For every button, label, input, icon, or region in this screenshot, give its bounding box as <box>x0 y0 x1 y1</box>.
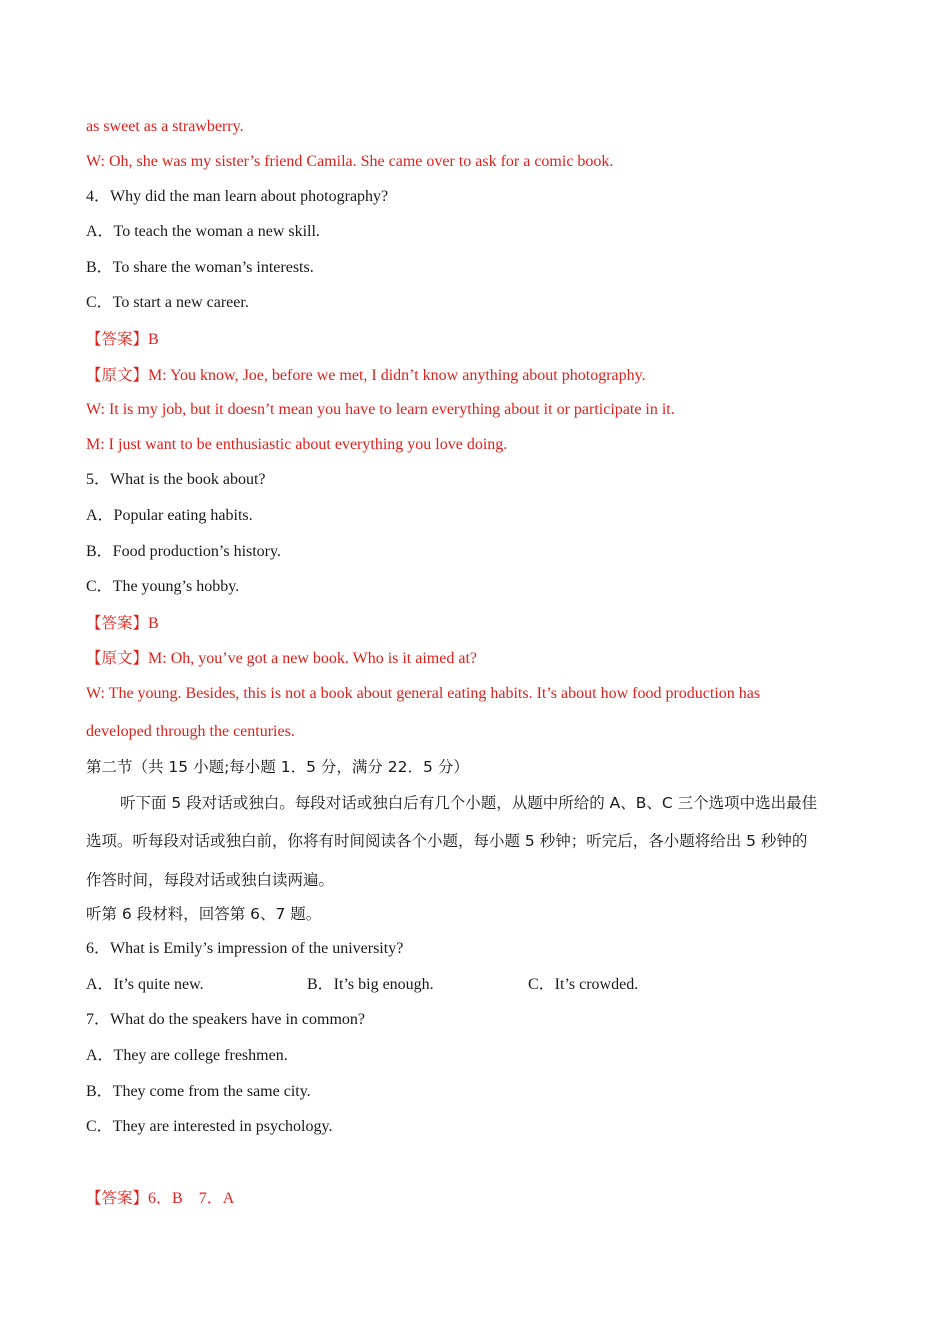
answer-value: 6．B 7．A <box>148 1190 235 1207</box>
q5-answer <box>86 613 159 634</box>
section-heading: 第二节（共 15 小题;每小题 1．5 分，满分 22．5 分） <box>86 758 469 776</box>
transcript-line: developed through the centuries. <box>86 723 295 740</box>
transcript-tag: 【原文】 <box>86 649 149 667</box>
answer-tag: 【答案】 <box>86 1189 149 1207</box>
q6-option-a: A．It’s quite new. <box>86 976 204 993</box>
question-6: 6．What is Emily’s impression of the university? <box>86 940 404 957</box>
q5-transcript <box>86 648 477 669</box>
q6-option-b: B．It’s big enough. <box>307 976 434 993</box>
answer-tag: 【答案】 <box>86 330 149 348</box>
question-4: 4．Why did the man learn about photography? <box>86 188 389 205</box>
answer-value: B <box>148 615 159 632</box>
material-intro: 听第 6 段材料，回答第 6、7 题。 <box>86 905 322 923</box>
q7-option-c: C．They are interested in psychology. <box>86 1118 333 1135</box>
q4-answer <box>86 329 159 350</box>
transcript-line: W: The young. Besides, this is not a book about general eating habits. It’s about how food production has <box>86 685 761 702</box>
q4-option-a: A．To teach the woman a new skill. <box>86 223 320 240</box>
instruction-line: 听下面 5 段对话或独白。每段对话或独白后有几个小题，从题中所给的 A、B、C 三个选项中选出最佳 <box>120 794 818 812</box>
transcript-line: M: I just want to be enthusiastic about everything you love doing. <box>86 436 508 453</box>
transcript-text: M: You know, Joe, before we met, I didn’t know anything about photography. <box>148 367 646 384</box>
answer-value: B <box>148 331 159 348</box>
instruction-line: 作答时间，每段对话或独白读两遍。 <box>86 871 335 889</box>
q5-option-c: C．The young’s hobby. <box>86 578 240 595</box>
q7-option-a: A．They are college freshmen. <box>86 1047 288 1064</box>
q4-option-c: C．To start a new career. <box>86 294 249 311</box>
question-5: 5．What is the book about? <box>86 471 266 488</box>
q4-option-b: B．To share the woman’s interests. <box>86 259 314 276</box>
answers-6-7 <box>86 1188 234 1209</box>
q6-options <box>86 975 786 995</box>
q7-option-b: B．They come from the same city. <box>86 1083 311 1100</box>
question-7: 7．What do the speakers have in common? <box>86 1011 366 1028</box>
q5-option-a: A．Popular eating habits. <box>86 507 253 524</box>
transcript-line: W: Oh, she was my sister’s friend Camila. She came over to ask for a comic book. <box>86 153 614 170</box>
transcript-tag: 【原文】 <box>86 366 149 384</box>
instruction-line: 选项。听每段对话或独白前，你将有时间阅读各个小题，每小题 5 秒钟；听完后，各小题将给出 5 秒钟的 <box>86 832 808 850</box>
q4-transcript <box>86 365 646 386</box>
transcript-text: M: Oh, you’ve got a new book. Who is it aimed at? <box>148 650 477 667</box>
transcript-line: as sweet as a strawberry. <box>86 118 244 135</box>
transcript-line: W: It is my job, but it doesn’t mean you have to learn everything about it or participate in it. <box>86 401 675 418</box>
q6-option-c: C．It’s crowded. <box>528 976 639 993</box>
q5-option-b: B．Food production’s history. <box>86 543 281 560</box>
answer-tag: 【答案】 <box>86 614 149 632</box>
